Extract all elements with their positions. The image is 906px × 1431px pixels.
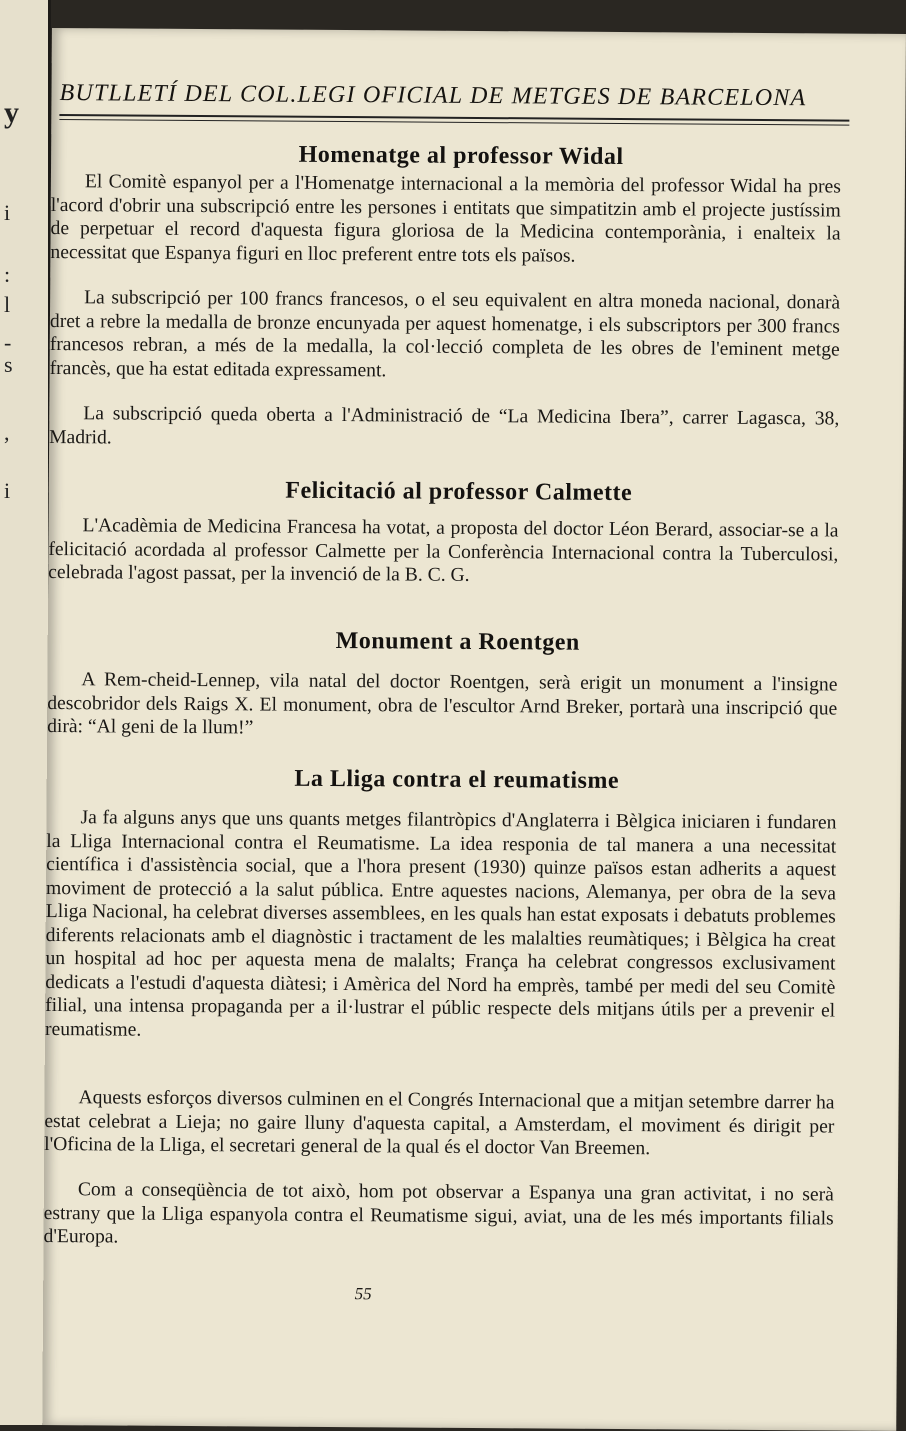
paragraph: Com a conseqüència de tot això, hom pot observar a Espanya una gran activitat, i no serà estrany que la Lliga espanyola contra el Reumatisme sigui, aviat, una de les més importants filials d'Europa. (43, 1179, 834, 1248)
section-title: Monument a Roentgen (335, 627, 580, 656)
paragraph: L'Acadèmia de Medicina Francesa ha votat, a proposta del doctor Léon Berard, associar-se a la felicitació acordada al professor Calmette per la Conferència Internacional contra la Tuberculosi, celebrada l'agost passat, per la invenció de la B. C. G. (48, 515, 839, 586)
edge-fragment: - (4, 330, 12, 355)
edge-fragment: : (4, 262, 11, 287)
paragraph: La subscripció queda oberta a l'Administració de “La Medicina Ibera”, carrer Lagasca, 38, Madrid. (49, 403, 840, 448)
paragraph: Ja fa alguns anys que uns quants metges filantròpics d'Anglaterra i Bèlgica iniciaren i fundaren la Lliga Internacional contra el Reumatisme. La idea responia de tal manera a una necessitat científica i d'assistència social, que a l'hora present (1930) quinze països estan adherits a aquest moviment de protecció a la salut pública. Entre aquestes nacions, Alemanya, per obra de la seva Lliga Nacional, ha celebrat diverses assemblees, en les quals han estat exposats i debatuts problemes diferents relacionats amb el diagnòstic i tractament de les malalties reumàtiques; i Bèlgica ha creat un hospital ad hoc per aquesta mena de malalts; França ha celebrat congressos exclusivament dedicats a l'estudi d'aquesta diàtesi; i Amèrica del Nord ha emprès, també per medi del seu Comitè filial, una intensa propaganda per a il·lustrar el públic respecte dels mitjans útils per a prevenir el reumatisme. (44, 807, 837, 1041)
paragraph: El Comitè espanyol per a l'Homenatge internacional a la memòria del professor Widal ha pres l'acord d'obrir una subscripció entre les persones i entitats que simpatitzin amb el projecte justíssim de perpetuar el record d'aquesta figura gloriosa de la Medicina contemporània, i enalteix la necessitat que Espanya figuri en lloc preferent entre tots els països. (50, 171, 841, 267)
section-title: Homenatge al professor Widal (298, 141, 624, 170)
edge-fragment: , (4, 420, 10, 445)
journal-page (42, 28, 906, 1431)
edge-fragment: l (4, 292, 11, 317)
paragraph: Aquests esforços diversos culminen en el Congrés Internacional que a mitjan setembre darrer ha estat celebrat a Lieja; no gaire lluny d'aquesta capital, a Amsterdam, el moviment és dirigit per l'Oficina de la Lliga, el secretari general de la qual és el doctor Van Breemen. (44, 1087, 835, 1160)
section-title: Felicitació al professor Calmette (285, 477, 633, 507)
running-header: BUTLLETÍ DEL COL.LEGI OFICIAL DE METGES DE BARCELONA (59, 80, 807, 112)
page-number: 55 (354, 1284, 372, 1304)
paragraph: La subscripció per 100 francs francesos, o el seu equivalent en altra moneda nacional, donarà dret a rebre la medalla de bronze encunyada per aquest homenatge, i els subscriptors per 300 francs francesos rebran, a més de la medalla, la col·lecció completa de les obres de l'eminent metge francès, que ha estat editada expressament. (49, 287, 841, 381)
edge-fragment: i (4, 478, 11, 503)
edge-fragment: s (4, 352, 13, 377)
section-title: La Lliga contra el reumatisme (294, 765, 620, 794)
edge-fragment: y (4, 96, 19, 129)
paragraph: A Rem-cheid-Lennep, vila natal del doctor Roentgen, serà erigit un monument a l'insigne descobridor dels Raigs X. El monument, obra de l'escultor Arnd Breker, portarà una inscripció que dirà: “Al geni de la llum!” (47, 669, 838, 739)
edge-fragment: i (4, 200, 11, 225)
